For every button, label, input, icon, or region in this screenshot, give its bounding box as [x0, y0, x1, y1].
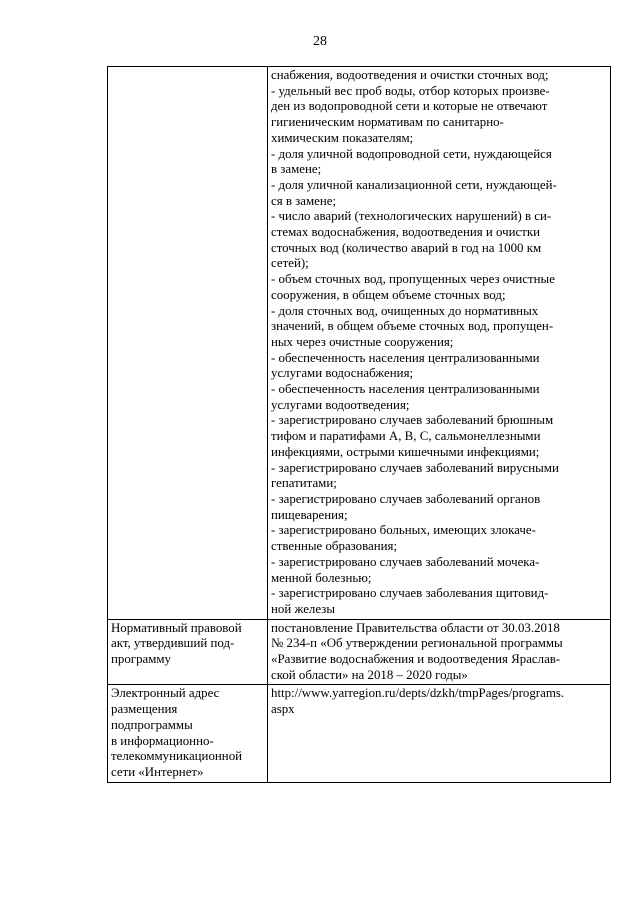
web-address-label-cell: [108, 685, 268, 782]
page-number: 28: [313, 34, 327, 49]
text-line: - зарегистрировано больных, имеющих злокаче-: [271, 523, 536, 538]
text-line: тифом и паратифами А, В, С, сальмонеллезными: [271, 429, 541, 444]
text-line: - удельный вес проб воды, отбор которых произве-: [271, 83, 550, 98]
text-line: в замене;: [271, 162, 322, 177]
text-line: - доля сточных вод, очищенных до нормативных: [271, 303, 539, 318]
text-line: Нормативный правовой: [111, 620, 242, 635]
text-line: - зарегистрировано случаев заболевания щитовид-: [271, 586, 549, 601]
text-line: http://www.yarregion.ru/depts/dzkh/tmpPages/programs.: [271, 686, 565, 701]
program-passport-table: [107, 66, 611, 783]
text-line: - зарегистрировано случаев заболеваний органов: [271, 491, 541, 506]
text-line: ся в замене;: [271, 193, 337, 208]
text-line: сточных вод (количество аварий в год на 1000 км: [271, 240, 542, 255]
text-line: - доля уличной водопроводной сети, нуждающейся: [271, 146, 552, 161]
text-line: подпрограммы: [111, 717, 193, 732]
text-line: ных через очистные сооружения;: [271, 334, 454, 349]
text-line: ской области» на 2018 – 2020 годы»: [271, 667, 468, 682]
text-line: ственные образования;: [271, 539, 398, 554]
table-row-web-address: [108, 685, 611, 782]
text-line: услугами водоотведения;: [271, 397, 410, 412]
text-line: - объем сточных вод, пропущенных через очистные: [271, 272, 555, 287]
text-line: сети «Интернет»: [111, 764, 204, 779]
text-line: - доля уличной канализационной сети, нуждающей-: [271, 177, 557, 192]
text-line: в информационно-: [111, 733, 214, 748]
text-line: - обеспеченность населения централизованными: [271, 350, 540, 365]
text-line: телекоммуникационной: [111, 749, 243, 764]
text-line: услугами водоснабжения;: [271, 366, 414, 381]
table-row-indicators: [108, 67, 611, 620]
legal-act-value-cell: [268, 619, 611, 685]
text-line: «Развитие водоснабжения и водоотведения Яраслав-: [271, 652, 561, 667]
text-line: инфекциями, острыми кишечными инфекциями;: [271, 444, 540, 459]
text-line: менной болезнью;: [271, 570, 372, 585]
text-line: ден из водопроводной сети и которые не отвечают: [271, 99, 548, 114]
text-line: химическим показателям;: [271, 130, 414, 145]
table-row-legal-act: [108, 619, 611, 685]
text-line: aspx: [271, 702, 295, 717]
text-line: ной железы: [271, 601, 335, 616]
text-line: размещения: [111, 702, 178, 717]
text-line: № 234-п «Об утверждении региональной программы: [271, 636, 563, 651]
text-line: снабжения, водоотведения и очистки сточных вод;: [271, 68, 549, 82]
text-line: сооружения, в общем объеме сточных вод;: [271, 287, 506, 302]
text-line: постановление Правительства области от 30.03.2018: [271, 620, 560, 635]
legal-act-label-cell: [108, 619, 268, 685]
text-line: гепатитами;: [271, 476, 337, 491]
text-line: - число аварий (технологических нарушений) в си-: [271, 209, 552, 224]
text-line: Электронный адрес: [111, 686, 220, 701]
text-line: - зарегистрировано случаев заболеваний вирусными: [271, 460, 559, 475]
text-line: значений, в общем объеме сточных вод, пропущен-: [271, 319, 554, 334]
text-line: пищеварения;: [271, 507, 348, 522]
indicators-label-cell: [108, 67, 268, 620]
text-line: - обеспеченность населения централизованными: [271, 382, 540, 397]
indicators-value-cell: [268, 67, 611, 620]
web-address-link[interactable]: [268, 685, 611, 782]
text-line: стемах водоснабжения, водоотведения и очистки: [271, 225, 541, 240]
text-line: - зарегистрировано случаев заболеваний брюшным: [271, 413, 554, 428]
text-line: гигиеническим нормативам по санитарно-: [271, 115, 504, 130]
text-line: программу: [111, 652, 172, 667]
text-line: акт, утвердивший под-: [111, 636, 235, 651]
text-line: сетей);: [271, 256, 309, 271]
text-line: - зарегистрировано случаев заболеваний мочека-: [271, 554, 540, 569]
